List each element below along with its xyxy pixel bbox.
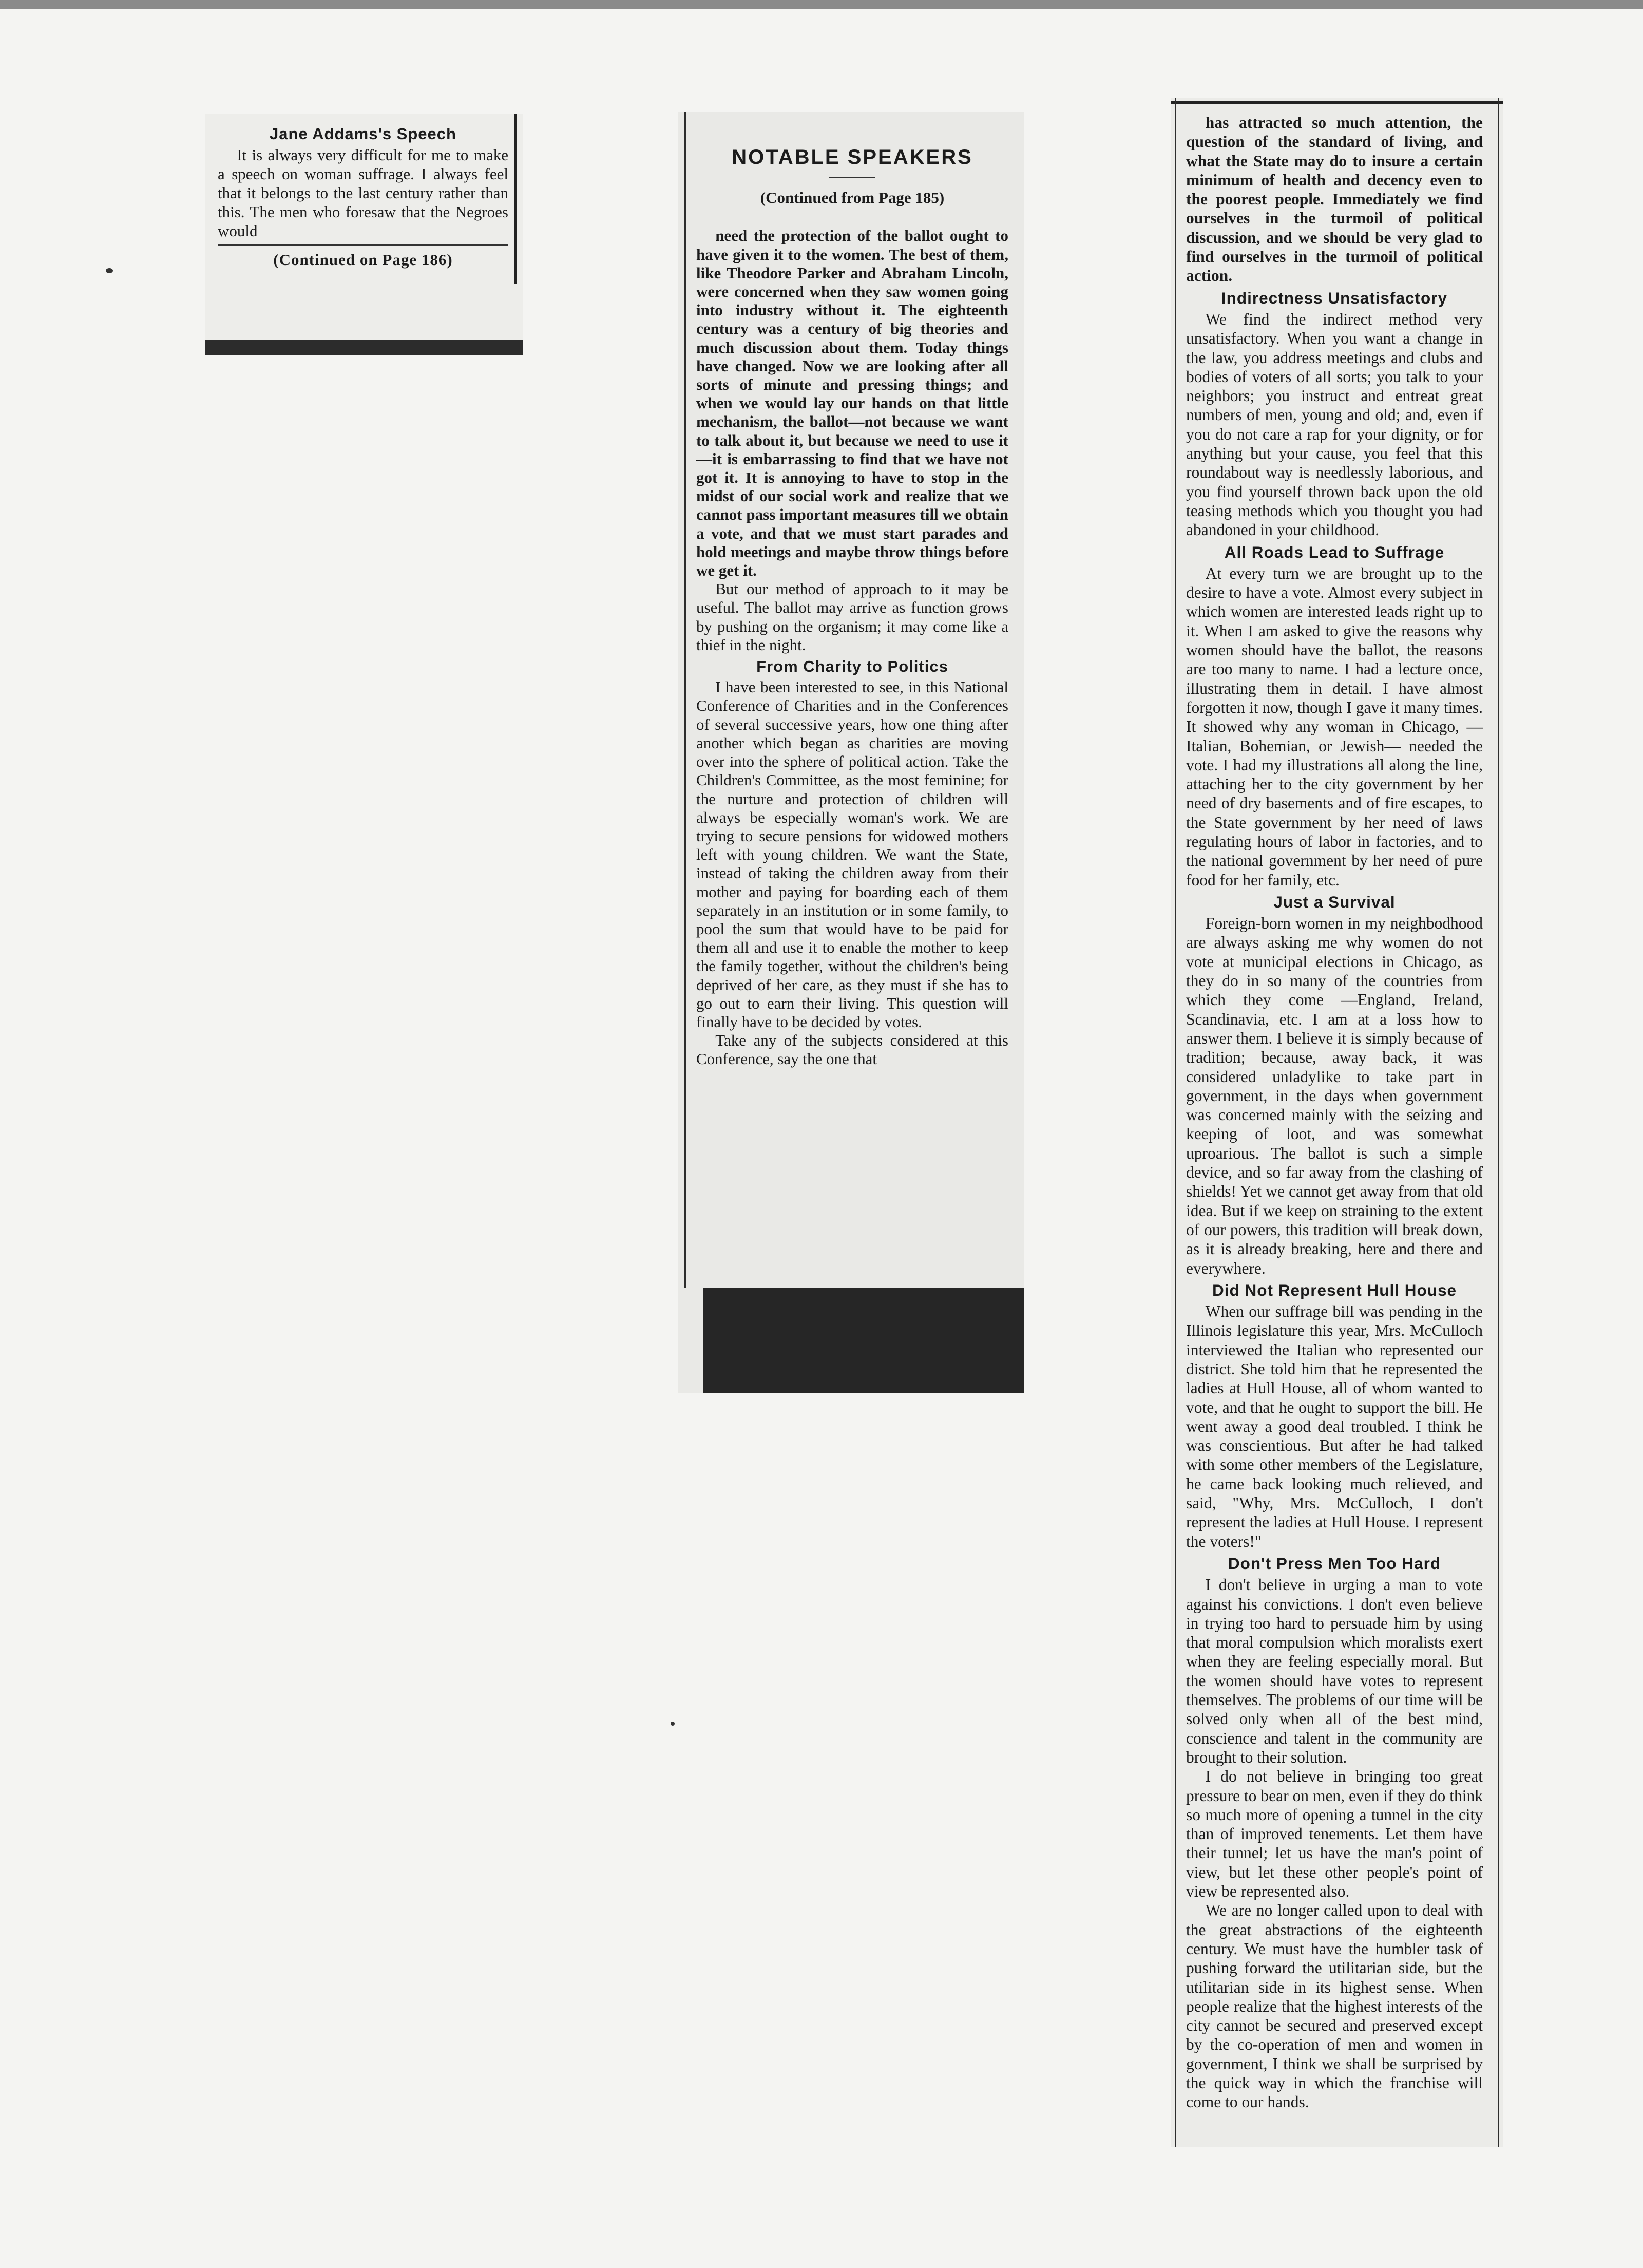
title-rule <box>829 177 875 178</box>
subheading: Indirectness Unsatisfactory <box>1221 288 1448 307</box>
column-rule <box>1498 98 1499 2147</box>
column-rule <box>514 114 517 284</box>
paragraph: I don't believe in urging a man to vote against his convictions. I don't even believe in trying too hard to persuade him by using that moral compulsion which moralists exert when they are feeling especially moral. But the women should have votes to represent themselves. The problems of our time will be solved only when all of the best mind, conscience and talent in the community are brought to their solution. <box>1186 1576 1483 1766</box>
continued-note: (Continued on Page 186) <box>218 244 508 269</box>
clipping-heading: Jane Addams's Speech <box>270 125 456 143</box>
paragraph: I have been interested to see, in this National Conference of Charities and in the Conferences of several successive years, how one thing after another which began as charities are moving over into the sphere of political action. Take the Children's Committee, as the most feminine; for the nurture and protection of children will always be especially woman's work. We are trying to secure pensions for widowed mothers left with young children. We want the State, instead of taking the children away from their mother and paying for boarding each of them separately in an institution or in some family, to pool the sum that would have to be paid for them all and use it to enable the mother to keep the family together, without the children's being deprived of her care, as they must if she has to go out to earn their living. This question will finally have to be decided by votes. <box>696 678 1008 1031</box>
clipping-continuation <box>1171 98 1503 2147</box>
column-rule <box>684 112 686 1288</box>
subheading: Don't Press Men Too Hard <box>1228 1554 1441 1573</box>
paragraph: At every turn we are brought up to the desire to have a vote. Almost every subject in which women are interested leads right up to it. When I am asked to give the reasons why women should have the ballot, the reasons are too many to name. I had a lecture once, illustrating them in detail. I have almost forgotten it now, though I gave it many times. It showed why any woman in Chicago, —Italian, Bohemian, or Jewish— needed the vote. I had my illustrations all along the line, attaching her to the city government by her need of dry basements and of fire escapes, to the State government by her need of laws regulating hours of labor in factories, and to the national government by her need of pure food for her family, etc. <box>1186 564 1483 889</box>
paragraph: Take any of the subjects considered at this Conference, say the one that <box>696 1031 1008 1068</box>
column-rule <box>1175 98 1176 2147</box>
paragraph: need the protection of the ballot ought to have given it to the women. The best of them, like Theodore Parker and Abraham Lincoln, were concerned when they saw women going into industry without it. The eighteenth century was a century of big theories and much discussion about them. Today things have changed. Now we are looking after all sorts of minute and pressing things; and when we would lay our hands on that little mechanism, the ballot—not because we want to talk about it, but because we need to use it—it is embarrassing to find that we have not got it. It is annoying to have to stop in the midst of our social work and realize that we cannot pass important measures till we obtain a vote, and that we must start parades and hold meetings and maybe throw things before we get it. <box>696 226 1008 580</box>
continued-from-note: (Continued from Page 185) <box>760 188 945 207</box>
paragraph: Foreign-born women in my neighbodhood are always asking me why women do not vote at municipal elections in Chicago, as they do in so many of the countries from which they come —England, Ireland, Scandinavia, etc. I am at a loss how to answer them. I believe it is simply because of tradition; because, away back, it was considered unladylike to take part in government, in the days when government was concerned mainly with the seizing and keeping of loot, and was somewhat uproarious. The ballot is such a simple device, and so far away from the clashing of shields! Yet we cannot get away from that old idea. But if we keep on straining to the extent of our powers, this tradition will break down, as it is already breaking, here and there and everywhere. <box>1186 914 1483 1277</box>
paragraph: But our method of approach to it may be useful. The ballot may arrive as function grows by pushing on the organism; it may come like a thief in the night. <box>696 580 1008 654</box>
paragraph: It is always very difficult for me to make a speech on woman suffrage. I always feel that it belongs to the last century rather than this. The men who foresaw that the Negroes would <box>218 146 508 240</box>
paragraph: When our suffrage bill was pending in the Illinois legislature this year, Mrs. McCulloch interviewed the Italian who represented our district. She told him that he represented the ladies at Hull House, all of whom wanted to vote, and that he ought to support the bill. He went away a good deal troubled. I think he was conscientious. But after he had talked with some other members of the Legislature, he came back looking much relieved, and said, "Why, Mrs. McCulloch, I don't represent the ladies at Hull House. I represent the voters!" <box>1186 1302 1483 1551</box>
paragraph: I do not believe in bringing too great pressure to bear on men, even if they do think so much more of opening a tunnel in the city than of improved tenements. Let them have their tunnel; let us have the man's point of view, but let these other people's point of view be represented also. <box>1186 1767 1483 1901</box>
paragraph: We are no longer called upon to deal with the great abstractions of the eighteenth century. We must have the humbler task of pushing forward the utilitarian side, but the utilitarian side in its highest sense. When people realize that the highest interests of the city cannot be secured and preserved except by the co-operation of men and women in government, I think we shall be surprised by the quick way in which the franchise will come to our hands. <box>1186 1901 1483 2111</box>
ink-speck <box>106 268 113 273</box>
clipping-edge-bar <box>205 340 523 355</box>
subheading: From Charity to Politics <box>756 657 948 676</box>
subheading: Just a Survival <box>1273 892 1396 911</box>
top-rule <box>1171 101 1503 104</box>
paragraph: We find the indirect method very unsatisfactory. When you want a change in the law, you address meetings and clubs and bodies of voters of all sorts; you talk to your neighbors; you instruct and entreat great numbers of men, young and old; and, even if you do not care a rap for your dignity, or for anything but your cause, you feel that this roundabout way is needlessly laborious, and you find yourself thrown back upon the old teasing methods which you thought you had abandoned in your childhood. <box>1186 310 1483 539</box>
clipping-dark-block <box>703 1288 1024 1393</box>
clipping-notable-speakers <box>678 112 1024 1393</box>
clipping-title: NOTABLE SPEAKERS <box>732 146 973 168</box>
scan-top-edge <box>0 0 1643 9</box>
subheading: All Roads Lead to Suffrage <box>1224 542 1445 561</box>
clipping-jane-addams-speech <box>205 114 523 355</box>
paragraph: has attracted so much attention, the question of the standard of living, and what the State may do to insure a certain minimum of health and decency even to the poorest people. Immediately we find ourselves in the turmoil of political discussion, and we should be very glad to find ourselves in the turmoil of political action. <box>1186 114 1483 285</box>
subheading: Did Not Represent Hull House <box>1212 1280 1457 1299</box>
ink-speck <box>671 1722 675 1726</box>
